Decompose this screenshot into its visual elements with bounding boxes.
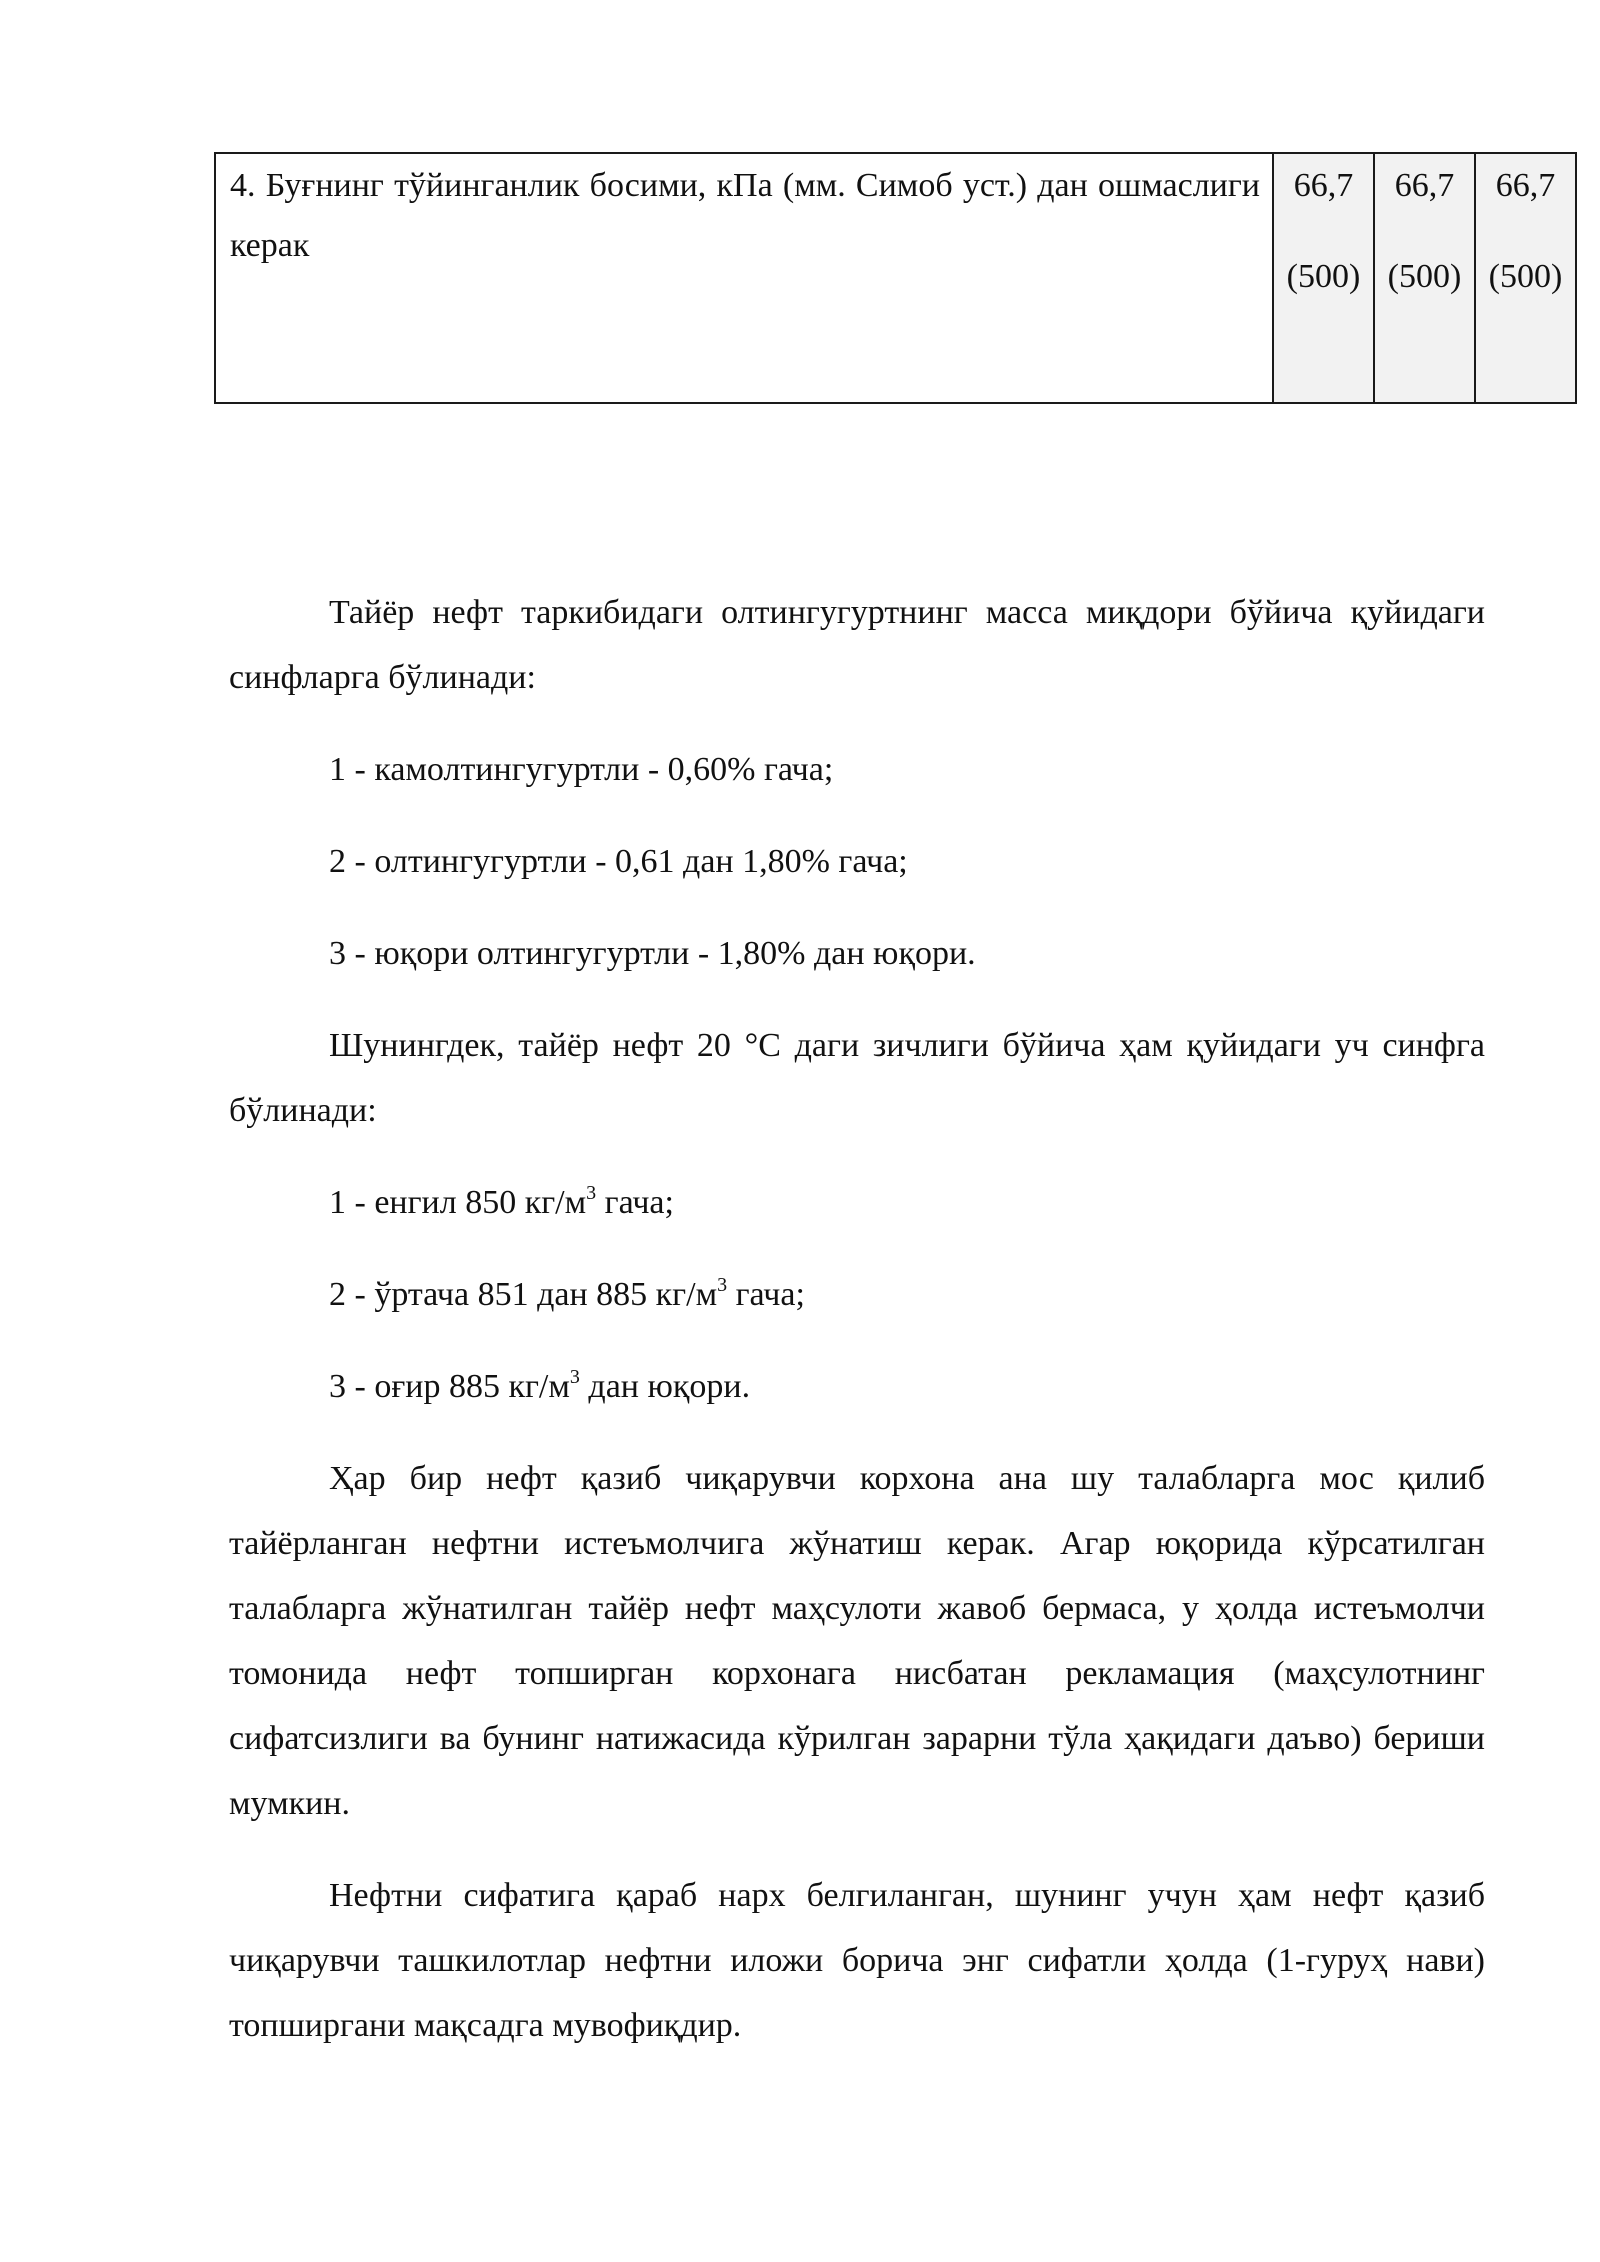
sulfur-class-3: 3 - юқори олтингугуртли - 1,80% дан юқори.: [329, 935, 976, 972]
sulfur-class-2: 2 - олтингугуртли - 0,61 дан 1,80% гача;: [329, 843, 908, 880]
value-kpa: 66,7: [1394, 167, 1455, 204]
value-cell-2: [1374, 153, 1475, 403]
density-class-2: 2 - ўртача 851 дан 885 $кг/м^3$ гача;: [329, 1274, 805, 1313]
paragraph-pricing: Нефтни сифатига қараб нарх белгиланган, шунинг учун ҳам нефт қазиб чиқарувчи ташкилотлар нефтни иложи борича энг сифатли ҳолда (1-гуруҳ нави) топширгани мақсадга мувофиқдир.: [229, 1877, 1485, 2044]
density-class-1: 1 - енгил 850 $кг/м^3$ гача;: [329, 1182, 674, 1221]
body-text: [229, 580, 1485, 2058]
requirement-description: 4. Буғнинг тўйинганлик босими, кПа (мм. Симоб уст.) дан ошмаслиги керак: [215, 153, 1273, 403]
density-class-3: 3 - оғир 885 $кг/м^3$ дан юқори.: [329, 1366, 751, 1405]
value-mm: (500): [1387, 258, 1462, 295]
paragraph-sulfur-intro: Тайёр нефт таркибидаги олтингугуртнинг масса миқдори бўйича қуйидаги синфларга бўлинади:: [229, 594, 1485, 696]
value-kpa: 66,7: [1495, 167, 1556, 204]
requirements-table: [214, 152, 1577, 404]
value-cell-1: [1273, 153, 1374, 403]
value-mm: (500): [1286, 258, 1361, 295]
value-cell-3: [1475, 153, 1576, 403]
sulfur-class-1: 1 - камолтингугуртли - 0,60% гача;: [329, 751, 834, 788]
value-mm: (500): [1488, 258, 1563, 295]
value-kpa: 66,7: [1293, 167, 1354, 204]
paragraph-reclamation: Ҳар бир нефт қазиб чиқарувчи корхона ана шу талабларга мос қилиб тайёрланган нефтни истеъмолчига жўнатиш керак. Агар юқорида кўрсатилган талабларга жўнатилган тайёр нефт маҳсулоти жавоб бермаса, у ҳолда истеъмолчи томонида нефт топширган корхонага нисбатан рекламация (маҳсулотнинг сифатсизлиги ва бунинг натижасида кўрилган зарарни тўла ҳақидаги даъво) бериши мумкин.: [229, 1460, 1485, 1822]
paragraph-density-intro: Шунингдек, тайёр нефт 20 °С даги зичлиги бўйича ҳам қуйидаги уч синфга бўлинади:: [229, 1027, 1485, 1129]
table-row: [215, 153, 1576, 403]
